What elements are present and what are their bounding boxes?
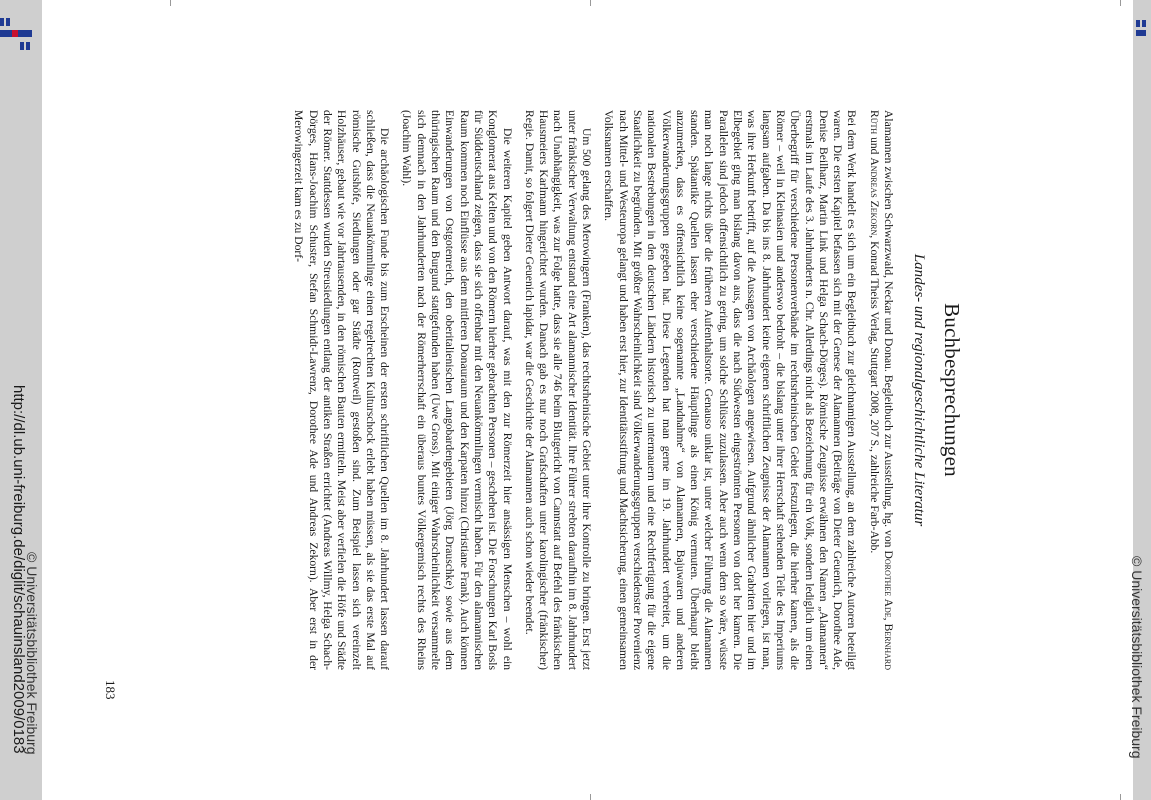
library-logo-icon [0, 18, 36, 50]
crop-mark [590, 794, 591, 800]
crop-mark [1120, 0, 1121, 6]
author-name: Andreas Zekorn [867, 157, 881, 236]
crop-mark [170, 0, 171, 6]
page-heading: Buchbesprechungen [940, 303, 964, 477]
copyright-left: © Universitätsbibliothek Freiburg [24, 552, 40, 755]
document-url[interactable]: http://dl.ub.uni-freiburg.de/diglit/schauinsland2009/0183 [10, 385, 27, 754]
copyright-right: © Universitätsbibliothek Freiburg [1129, 556, 1145, 759]
author-name: Bernhard Rüth [867, 110, 895, 671]
review-paragraph-4: Die archäologischen Funde bis zum Erscheinen der ersten schriftlichen Quellen im 8. Jahrhundert lassen darauf schließen, dass die Neuankömmlinge einen regelrechten Kulturschock erlebt haben müssen, als sie das erste Mal auf römische Gutshöfe, Siedlungen oder gar Städte (Rottweil) gestoßen sind. Zum Beispiel lassen sich vereinzelt Holzhäuser, gebaut wie vor Jahrtausenden, in den römischen Bauten ermitteln. Meist aber verfielen die Höfe und Städte der Römer. Stattdessen wurden Streusiedlungen entlang der antiken Straßen errichtet (Andreas Willmy, Helga Schach-Dörges, Hans-Joachim Schuster, Stefan Schmidt-Lawrenz, Dorothee Ade und Andreas Zekorn). Aber erst in der Merowingerzeit kam es zu Dorf- [292, 110, 392, 670]
crop-mark [1120, 794, 1121, 800]
author-name: Dorothee Ade [882, 550, 895, 618]
page-content [283, 110, 965, 670]
page-number: 183 [103, 680, 118, 700]
review-paragraph-2: Um 500 gelang des Merowingern (Franken), das rechtsrheinische Gebiet unter ihre Kontrolle zu bringen. Erst jetzt unter fränkischer Verwaltung entstand eine Art alamannischer Identität. Ihre Führer strebten daraufhin im 8. Jahrhundert nach Unabhängigkeit, was zur Folge hatte, dass sie alle 746 beim Blutgericht von Cannstatt auf Befehl des fränkischen Hausmeiers Karlmann hingerichtet wurden. Danach gab es nur noch Grafschaften unter karolingischer (fränkischer) Regie. Damit, so folgert Dieter Geuenich lapidar, war die Geschichte der Alamannen auch schon wieder beendet. [522, 110, 594, 670]
review-paragraph-1: Bei dem Werk handelt es sich um ein Begleitbuch zur gleichnamigen Ausstellung, an dem zahlreiche Autoren beteiligt waren. Die ersten Kapitel befassen sich mit der Genese der Alamannen (Beiträge von Dieter Geuenich, Dorothee Ade, Denise Beilharz, Martin Link und Helga Schach-Dörges). Römische Zeugnisse erwähnen den Namen „Alamannen“ erstmals im Laufe des 3. Jahrhunderts n. Chr. Allerdings nicht als Bezeichnung für ein Volk, sondern lediglich um einen Überbegriff für verschiedene Personenverbände im rechtsrheinischen Gebiet festzulegen, die hierher kamen, als die Römer – weil in Kleinasien und anderswo bedroht – die bislang unter ihrer Herrschaft stehenden Teile des Imperiums langsam aufgaben. Da bis ins 8. Jahrhundert keine eigenen schriftlichen Zeugnisse der Alamannen vorliegen, ist man, was ihre Herkunft betrifft, auf die Aussagen von Archäologen angewiesen. Aufgrund ähnlicher Grabriten hier und im Elbegebiet ging man bislang davon aus, dass die nach Südwesten eingeströmten Personen von dort her kamen. Die Parallelen sind jedoch offensichtlich zu gering, um solche Schlüsse zuzulassen. Aber auch wenn dem so wäre, wüsste man noch lange nichts über die früheren Aufenthaltsorte. Genauso unklar ist, unter welcher Führung die Alamannen standen. Spätantike Quellen lassen eher verschiedene Häuptlinge als einen König vermuten. Überhaupt bleibt anzumerken, dass es offensichtlich keine sogenannte „Landnahme“ von Alamannen, Bajuwaren und anderen Völkerwanderungsgruppen gegeben hat. Diese Legenden hat man gerne im 19. Jahrhundert verbreitet, um die nationalen Bestrebungen in den deutschen Ländern historisch zu untermauern und eine Rechtfertigung für die eigene Staatlichkeit zu begründen. Mit größter Wahrscheinlichkeit sind Völkerwanderungsgruppen verschiedenster Provenienz nach Mittel- und Westeuropa gelangt und haben erst hier, zur Identitätsstiftung und Machtsicherung, einen gemeinsamen Volksnamen erschaffen. [602, 110, 859, 670]
review-citation: Alamannen zwischen Schwarzwald, Neckar und Donau. Begleitbuch zur Ausstellung, hg. von Dorothee Ade, Bernhard Rüth und Andreas Zekorn, Konrad Theiss Verlag, Stuttgart 2008, 207 S., zahlreiche Farb-Abb. [867, 110, 895, 671]
section-subheading: Landes- und regionalgeschichtliche Literatur [911, 253, 927, 527]
review-paragraph-3: Die weiteren Kapitel geben Antwort darauf, was mit den zur Römerzeit hier ansässigen Menschen – wohl ein Konglomerat aus Kelten und von den Römern hierher gebrachten Personen – geschehen ist. Die Forschungen Karl Bosls für Süddeutschland zeigen, dass sie sich offenbar mit den Neuankömmlingen vermischt haben. Für den alamannischen Raum kommen noch Einflüsse aus dem mittleren Donauraum und den Karpaten hinzu (Christiane Frank). Auch können Einwanderungen von Ostgotenreich, den oberitalienischen Langobardengebieten (Jörg Drauschke) sowie aus dem thüringischen Raum und den Burgund stattgefunden haben (Uwe Gross). Mit einiger Wahrscheinlichkeit versammelte sich demnach in den Jahrhunderten nach der Römerherrschaft ein überaus buntes Völkergemisch rechts des Rheins (Joachim Wahl). [400, 110, 514, 670]
crop-mark [590, 0, 591, 6]
library-logo-right-icon [1135, 20, 1147, 40]
